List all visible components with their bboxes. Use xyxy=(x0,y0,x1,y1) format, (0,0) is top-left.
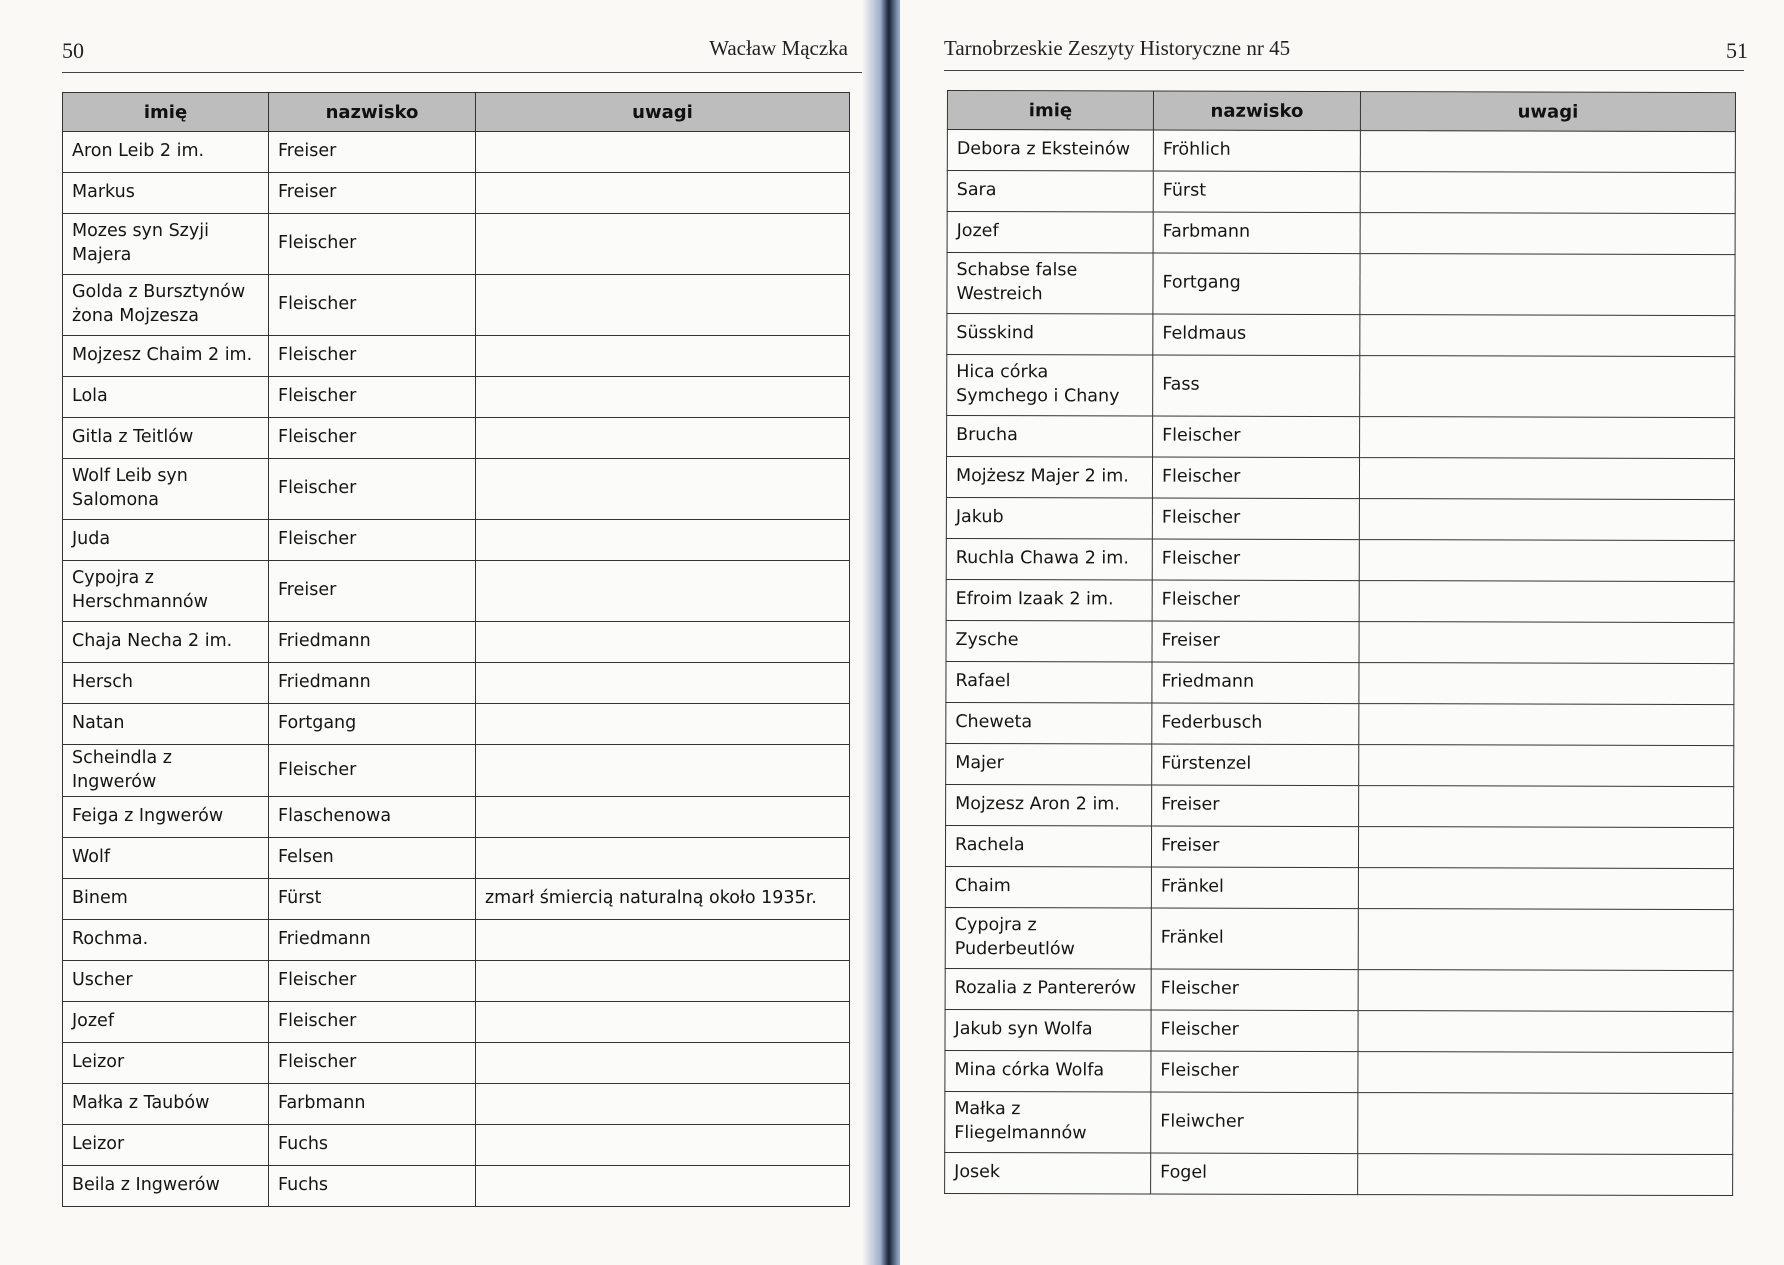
cell-nazwisko: Fleischer xyxy=(269,275,476,336)
cell-nazwisko: Freiser xyxy=(1152,785,1359,827)
table-row xyxy=(63,622,850,663)
cell-nazwisko: Fuchs xyxy=(269,1166,476,1207)
cell-imie: Leizor xyxy=(63,1125,269,1166)
cell-imie: Natan xyxy=(63,704,269,745)
cell-imie: Mojżesz Majer 2 im. xyxy=(946,457,1152,499)
cell-uwagi xyxy=(476,520,850,561)
cell-nazwisko: Felsen xyxy=(269,838,476,879)
cell-nazwisko: Friedmann xyxy=(269,920,476,961)
cell-uwagi xyxy=(1359,663,1734,705)
cell-imie: Mojzesz Aron 2 im. xyxy=(946,784,1152,826)
cell-imie: Jakub syn Wolfa xyxy=(945,1009,1151,1051)
table-row xyxy=(946,784,1734,827)
cell-imie: Hersch xyxy=(63,663,269,704)
column-header-uwagi: uwagi xyxy=(1360,92,1735,132)
register-table-right xyxy=(944,90,1736,1196)
cell-nazwisko: Friedmann xyxy=(1152,662,1359,704)
header-rule xyxy=(944,70,1744,71)
cell-nazwisko: Fleischer xyxy=(269,214,476,275)
cell-nazwisko: Fürstenzel xyxy=(1152,744,1359,786)
table-row xyxy=(945,1009,1733,1052)
cell-uwagi xyxy=(476,561,850,622)
cell-uwagi xyxy=(1360,254,1735,316)
cell-uwagi xyxy=(1358,909,1733,971)
cell-uwagi xyxy=(476,1125,850,1166)
cell-nazwisko: Fürst xyxy=(1153,171,1360,213)
table-row xyxy=(945,825,1733,868)
table-row xyxy=(63,879,850,920)
cell-uwagi xyxy=(1358,1154,1733,1196)
table-row xyxy=(945,866,1733,909)
cell-imie: Chaim xyxy=(945,866,1151,908)
cell-uwagi xyxy=(476,1084,850,1125)
cell-uwagi xyxy=(476,622,850,663)
table-row xyxy=(947,130,1735,173)
cell-uwagi xyxy=(476,459,850,520)
cell-imie: Brucha xyxy=(947,416,1153,458)
cell-imie: Feiga z Ingwerów xyxy=(63,797,269,838)
cell-uwagi xyxy=(476,663,850,704)
cell-uwagi xyxy=(1359,786,1734,828)
cell-nazwisko: Fortgang xyxy=(1153,253,1360,315)
cell-uwagi xyxy=(476,214,850,275)
table-row xyxy=(63,745,850,797)
cell-imie: Beila z Ingwerów xyxy=(63,1166,269,1207)
table-row xyxy=(946,457,1734,500)
table-row xyxy=(63,961,850,1002)
cell-nazwisko: Freiser xyxy=(269,132,476,173)
cell-imie: Mozes syn Szyji Majera xyxy=(63,214,269,275)
cell-uwagi xyxy=(476,377,850,418)
cell-uwagi xyxy=(476,336,850,377)
cell-nazwisko: Fleischer xyxy=(269,418,476,459)
table-row xyxy=(63,561,850,622)
cell-imie: Rafael xyxy=(946,661,1152,703)
cell-nazwisko: Fleischer xyxy=(1151,1051,1358,1093)
cell-imie: Chaja Necha 2 im. xyxy=(63,622,269,663)
cell-uwagi xyxy=(1360,131,1735,173)
cell-nazwisko: Fleischer xyxy=(269,745,476,797)
cell-uwagi xyxy=(476,1166,850,1207)
table-row xyxy=(63,838,850,879)
cell-imie: Uscher xyxy=(63,961,269,1002)
cell-nazwisko: Freiser xyxy=(1151,826,1358,868)
cell-uwagi xyxy=(476,797,850,838)
table-row xyxy=(945,907,1733,970)
cell-imie: Rochma. xyxy=(63,920,269,961)
cell-imie: Wolf xyxy=(63,838,269,879)
table-row xyxy=(946,579,1734,622)
cell-nazwisko: Fürst xyxy=(269,879,476,920)
table-row xyxy=(63,1043,850,1084)
cell-nazwisko: Fortgang xyxy=(269,704,476,745)
cell-imie: Jozef xyxy=(947,212,1153,254)
cell-imie: Süsskind xyxy=(947,314,1153,356)
cell-imie: Jakub xyxy=(946,497,1152,539)
cell-imie: Małka z Fliegelmannów xyxy=(945,1091,1151,1153)
table-row xyxy=(63,418,850,459)
cell-nazwisko: Fleischer xyxy=(1152,539,1359,581)
cell-imie: Mina córka Wolfa xyxy=(945,1050,1151,1092)
cell-imie: Schabse false Westreich xyxy=(947,253,1153,315)
cell-imie: Zysche xyxy=(946,620,1152,662)
table-row xyxy=(946,620,1734,663)
cell-nazwisko: Fleischer xyxy=(269,336,476,377)
cell-uwagi xyxy=(1358,970,1733,1012)
cell-imie: Scheindla z Ingwerów xyxy=(63,745,269,797)
table-row xyxy=(947,314,1735,357)
right-page xyxy=(900,0,1784,1265)
cell-imie: Hica córka Symchego i Chany xyxy=(947,355,1153,417)
cell-uwagi xyxy=(476,173,850,214)
cell-nazwisko: Fleischer xyxy=(269,520,476,561)
cell-imie: Efroim Izaak 2 im. xyxy=(946,579,1152,621)
table-row xyxy=(946,661,1734,704)
cell-uwagi xyxy=(1359,458,1734,500)
table-row xyxy=(63,336,850,377)
table-row xyxy=(946,497,1734,540)
cell-nazwisko: Fass xyxy=(1153,355,1360,417)
table-row xyxy=(63,520,850,561)
table-row xyxy=(945,1050,1733,1093)
table-row xyxy=(63,132,850,173)
cell-uwagi xyxy=(1359,704,1734,746)
table-row xyxy=(63,214,850,275)
cell-uwagi xyxy=(1359,622,1734,664)
cell-imie: Juda xyxy=(63,520,269,561)
cell-uwagi xyxy=(1360,315,1735,357)
cell-imie: Wolf Leib syn Salomona xyxy=(63,459,269,520)
table-row xyxy=(63,1002,850,1043)
cell-imie: Mojzesz Chaim 2 im. xyxy=(63,336,269,377)
cell-uwagi xyxy=(476,961,850,1002)
cell-uwagi xyxy=(1359,581,1734,623)
table-row xyxy=(947,416,1735,459)
cell-uwagi xyxy=(1359,540,1734,582)
cell-imie: Majer xyxy=(946,743,1152,785)
cell-uwagi xyxy=(476,132,850,173)
cell-nazwisko: Friedmann xyxy=(269,622,476,663)
cell-nazwisko: Fleischer xyxy=(1152,457,1359,499)
table-row xyxy=(63,1166,850,1207)
cell-imie: Binem xyxy=(63,879,269,920)
cell-nazwisko: Fleischer xyxy=(1152,498,1359,540)
cell-nazwisko: Fröhlich xyxy=(1153,130,1360,172)
column-header-nazwisko: nazwisko xyxy=(1153,91,1360,131)
cell-uwagi xyxy=(476,418,850,459)
cell-uwagi xyxy=(1360,213,1735,255)
column-header-imie: imię xyxy=(947,91,1153,131)
cell-uwagi xyxy=(1358,868,1733,910)
table-row xyxy=(947,253,1735,316)
cell-uwagi: zmarł śmiercią naturalną około 1935r. xyxy=(476,879,850,920)
cell-uwagi xyxy=(1359,499,1734,541)
cell-uwagi xyxy=(1360,356,1735,418)
table-row xyxy=(63,459,850,520)
cell-nazwisko: Fleischer xyxy=(269,459,476,520)
running-head-journal: Tarnobrzeskie Zeszyty Historyczne nr 45 xyxy=(944,36,1291,60)
cell-imie: Josek xyxy=(945,1152,1151,1194)
table-row xyxy=(63,377,850,418)
column-header-imie: imię xyxy=(63,93,269,132)
column-header-uwagi: uwagi xyxy=(476,93,850,132)
cell-nazwisko: Fleischer xyxy=(269,377,476,418)
cell-nazwisko: Fuchs xyxy=(269,1125,476,1166)
cell-imie: Małka z Taubów xyxy=(63,1084,269,1125)
cell-imie: Cypojra z Puderbeutlów xyxy=(945,907,1151,969)
cell-uwagi xyxy=(476,704,850,745)
cell-uwagi xyxy=(476,275,850,336)
cell-uwagi xyxy=(1360,172,1735,214)
cell-uwagi xyxy=(476,1002,850,1043)
cell-imie: Ruchla Chawa 2 im. xyxy=(946,538,1152,580)
page-number: 51 xyxy=(1726,38,1748,63)
cell-nazwisko: Fränkel xyxy=(1151,867,1358,909)
cell-imie: Cheweta xyxy=(946,702,1152,744)
header-rule xyxy=(62,72,862,73)
cell-imie: Aron Leib 2 im. xyxy=(63,132,269,173)
cell-nazwisko: Freiser xyxy=(269,561,476,622)
table-row xyxy=(946,538,1734,581)
cell-nazwisko: Fleischer xyxy=(269,1002,476,1043)
table-row xyxy=(63,1084,850,1125)
cell-nazwisko: Farbmann xyxy=(269,1084,476,1125)
cell-nazwisko: Fleischer xyxy=(1151,969,1358,1011)
cell-nazwisko: Fleischer xyxy=(1152,580,1359,622)
running-head-author: Wacław Mączka xyxy=(709,36,848,60)
cell-uwagi xyxy=(476,838,850,879)
cell-uwagi xyxy=(1358,1011,1733,1053)
cell-imie: Cypojra z Herschmannów xyxy=(63,561,269,622)
cell-nazwisko: Freiser xyxy=(1152,621,1359,663)
cell-nazwisko: Fleischer xyxy=(1153,416,1360,458)
cell-nazwisko: Fleischer xyxy=(269,961,476,1002)
table-row xyxy=(947,171,1735,214)
cell-imie: Rozalia z Pantererów xyxy=(945,968,1151,1010)
column-header-nazwisko: nazwisko xyxy=(269,93,476,132)
cell-nazwisko: Friedmann xyxy=(269,663,476,704)
cell-nazwisko: Fleischer xyxy=(1151,1010,1358,1052)
cell-imie: Gitla z Teitlów xyxy=(63,418,269,459)
cell-nazwisko: Feldmaus xyxy=(1153,314,1360,356)
table-row xyxy=(945,1152,1733,1195)
cell-uwagi xyxy=(1358,1093,1733,1155)
cell-imie: Rachela xyxy=(945,825,1151,867)
cell-nazwisko: Federbusch xyxy=(1152,703,1359,745)
cell-imie: Golda z Bursztynów żona Mojzesza xyxy=(63,275,269,336)
table-row xyxy=(63,275,850,336)
table-row xyxy=(947,355,1735,418)
table-row xyxy=(63,173,850,214)
table-row xyxy=(63,1125,850,1166)
table-row xyxy=(945,968,1733,1011)
cell-imie: Lola xyxy=(63,377,269,418)
cell-nazwisko: Fränkel xyxy=(1151,908,1358,970)
cell-imie: Leizor xyxy=(63,1043,269,1084)
cell-imie: Jozef xyxy=(63,1002,269,1043)
table-row xyxy=(946,743,1734,786)
cell-uwagi xyxy=(1360,417,1735,459)
table-row xyxy=(947,212,1735,255)
cell-uwagi xyxy=(1359,745,1734,787)
left-page xyxy=(0,0,876,1265)
cell-uwagi xyxy=(1358,1052,1733,1094)
cell-nazwisko: Fleiwcher xyxy=(1151,1092,1358,1154)
table-row xyxy=(63,797,850,838)
cell-imie: Sara xyxy=(947,171,1153,213)
cell-nazwisko: Farbmann xyxy=(1153,212,1360,254)
table-row xyxy=(63,663,850,704)
table-row xyxy=(63,920,850,961)
table-row xyxy=(945,1091,1733,1154)
cell-nazwisko: Fleischer xyxy=(269,1043,476,1084)
cell-nazwisko: Fogel xyxy=(1151,1153,1358,1195)
cell-uwagi xyxy=(1358,827,1733,869)
cell-imie: Markus xyxy=(63,173,269,214)
page-number: 50 xyxy=(62,38,84,63)
cell-uwagi xyxy=(476,745,850,797)
table-row xyxy=(63,704,850,745)
table-row xyxy=(946,702,1734,745)
cell-imie: Debora z Eksteinów xyxy=(947,130,1153,172)
cell-uwagi xyxy=(476,920,850,961)
cell-uwagi xyxy=(476,1043,850,1084)
register-table-left xyxy=(62,92,850,1207)
cell-nazwisko: Freiser xyxy=(269,173,476,214)
cell-nazwisko: Flaschenowa xyxy=(269,797,476,838)
